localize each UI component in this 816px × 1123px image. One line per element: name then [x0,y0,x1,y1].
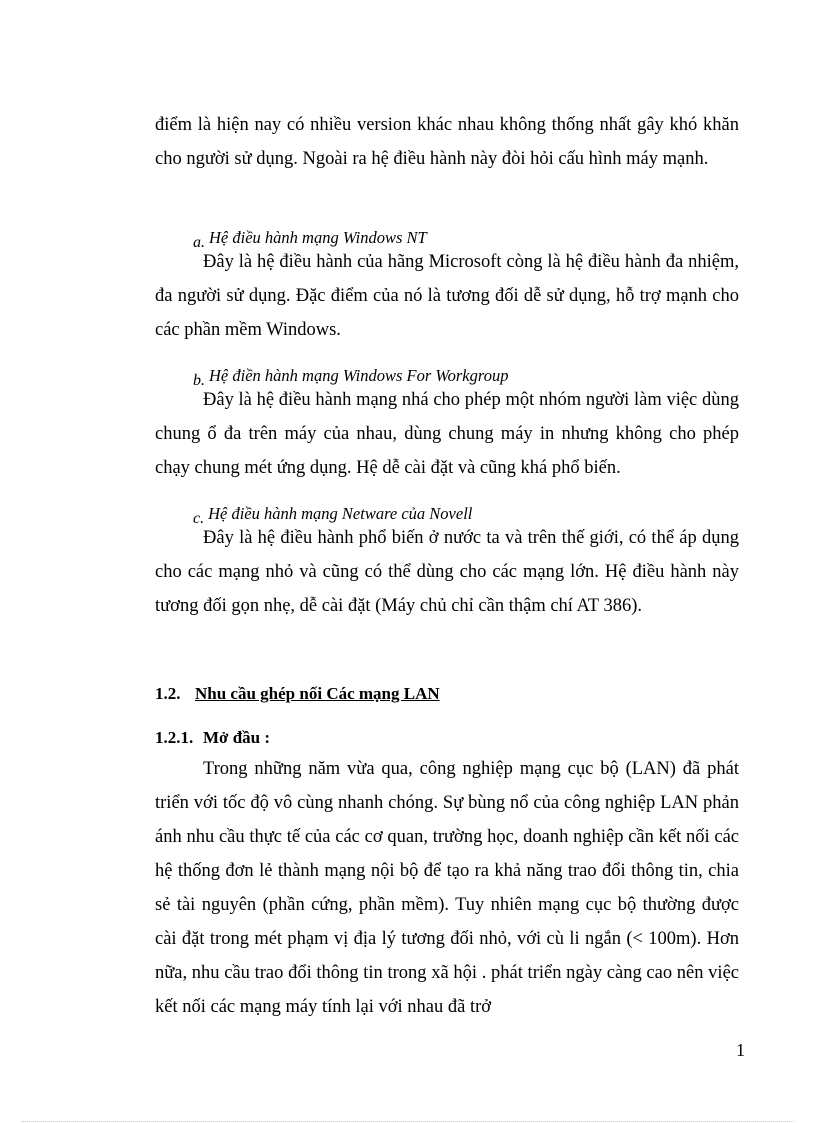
page-bottom-divider [22,1121,794,1122]
subsection-b-body: Đây là hệ điều hành mạng nhá cho phép một nhóm người làm việc dùng chung ổ đa trên máy của nhau, dùng chung máy in nhưng không cho phép chạy chung mét ứng dụng. Hệ dễ cài đặt và cũng khá phổ biến. [155,390,739,478]
subsection-title: Mở đầu : [203,728,271,747]
page-number: 1 [736,1040,745,1060]
subsection-b-marker: b. [193,372,205,389]
subsection-heading [155,728,270,748]
section-title: Nhu cầu ghép nối Các mạng LAN [195,684,440,703]
subsection-c-marker: c. [193,510,205,527]
section-heading [155,684,440,704]
subsection-a-title: Hệ điều hành mạng Windows NT [209,228,427,247]
subsection-number: 1.2.1. [155,728,194,747]
section-number: 1.2. [155,684,181,703]
subsection-c-title: Hệ điều hành mạng Netware của Novell [208,504,473,523]
subsection-b-title: Hệ điền hành mạng Windows For Workgroup [209,366,509,385]
section-paragraph: Trong những năm vừa qua, công nghiệp mạng cục bộ (LAN) đã phát triển với tốc độ vô cùng nhanh chóng. Sự bùng nổ của công nghiệp LAN phản ánh nhu cầu thực tế của các cơ quan, trường học, doanh nghiệp cần kết nối các hệ thống đơn lẻ thành mạng nội bộ để tạo ra khả năng trao đổi thông tin, chia sẻ tài nguyên (phần cứng, phần mềm). Tuy nhiên mạng cục bộ thường được cài đặt trong mét phạm vị địa lý tương đối nhỏ, với cù li ngắn (< 100m). Hơn nữa, nhu cầu trao đổi thông tin trong xã hội . phát triển ngày càng cao nên việc kết nối các mạng máy tính lại với nhau đã trở [155,759,739,1017]
subsection-c-body: Đây là hệ điều hành phổ biến ở nước ta và trên thế giới, có thể áp dụng cho các mạng nhỏ và cũng có thể dùng cho các mạng lớn. Hệ điều hành này tương đối gọn nhẹ, dễ cài đặt (Máy chủ chỉ cần thậm chí AT 386). [155,528,739,616]
intro-paragraph: điểm là hiện nay có nhiều version khác nhau không thống nhất gây khó khăn cho người sử dụng. Ngoài ra hệ điều hành này đòi hỏi cấu hình máy mạnh. [155,115,739,169]
subsection-a-marker: a. [193,234,205,251]
subsection-a-body: Đây là hệ điều hành của hãng Microsoft còng là hệ điều hành đa nhiệm, đa người sử dụng. Đặc điểm của nó là tương đối dễ sử dụng, hỗ trợ mạnh cho các phần mềm Windows. [155,252,739,340]
